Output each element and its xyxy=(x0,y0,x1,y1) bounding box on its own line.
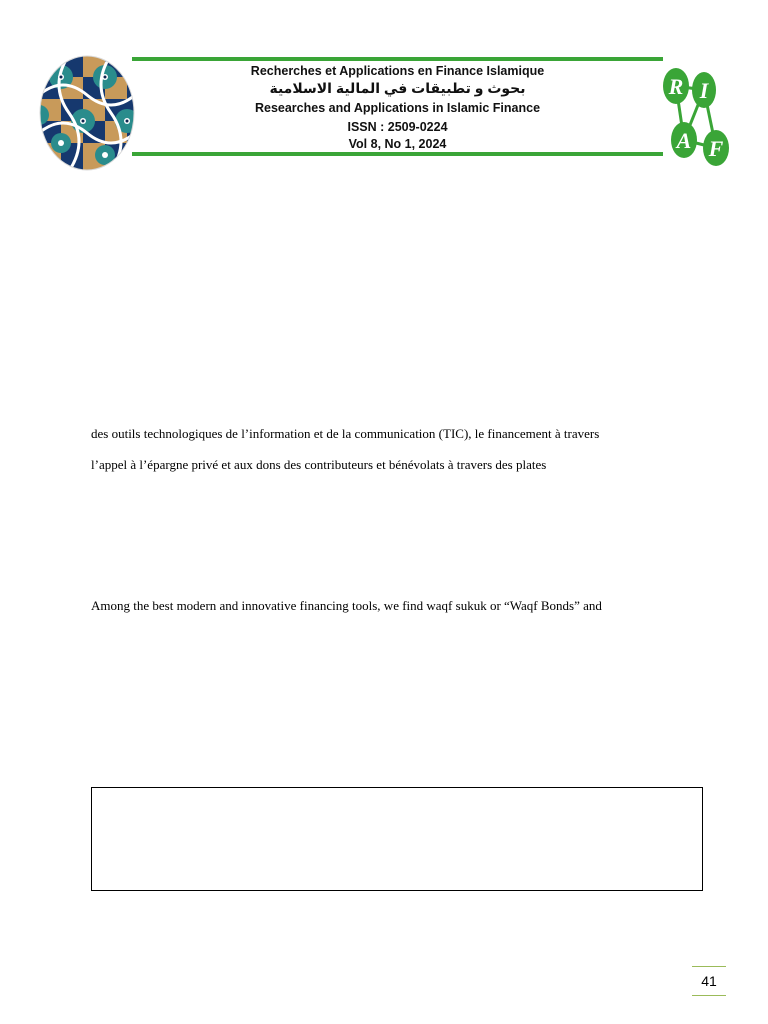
page-number: 41 xyxy=(692,966,726,996)
journal-title-band xyxy=(132,57,663,156)
logo-letter-i: I xyxy=(699,78,709,103)
body-text-line: des outils technologiques de l’information et de la communication (TIC), le financement à travers xyxy=(91,426,600,441)
logo-letter-a: A xyxy=(676,128,692,153)
logo-letter-f: F xyxy=(708,136,724,161)
journal-header xyxy=(0,0,768,180)
logo-letter-r: R xyxy=(668,74,684,99)
journal-title-ar: بحوث و تطبيقات في المالية الاسلامية xyxy=(269,80,526,96)
body-text-line: l’appel à l’épargne privé et aux dons des contributeurs et bénévolats à travers des plates xyxy=(91,457,547,472)
journal-medallion-logo xyxy=(39,55,135,171)
header-bottom-rule xyxy=(132,152,663,156)
body-text-line: Among the best modern and innovative financing tools, we find waqf sukuk or “Waqf Bonds” and xyxy=(91,598,602,613)
journal-title-en: Researches and Applications in Islamic Finance xyxy=(254,101,541,115)
journal-title-fr: Recherches et Applications en Finance Islamique xyxy=(250,64,545,78)
empty-bordered-box xyxy=(91,787,703,891)
journal-issn: ISSN : 2509-0224 xyxy=(347,120,448,134)
riaf-logo xyxy=(660,56,734,170)
header-top-rule xyxy=(132,57,663,61)
journal-volume: Vol 8, No 1, 2024 xyxy=(348,137,447,151)
